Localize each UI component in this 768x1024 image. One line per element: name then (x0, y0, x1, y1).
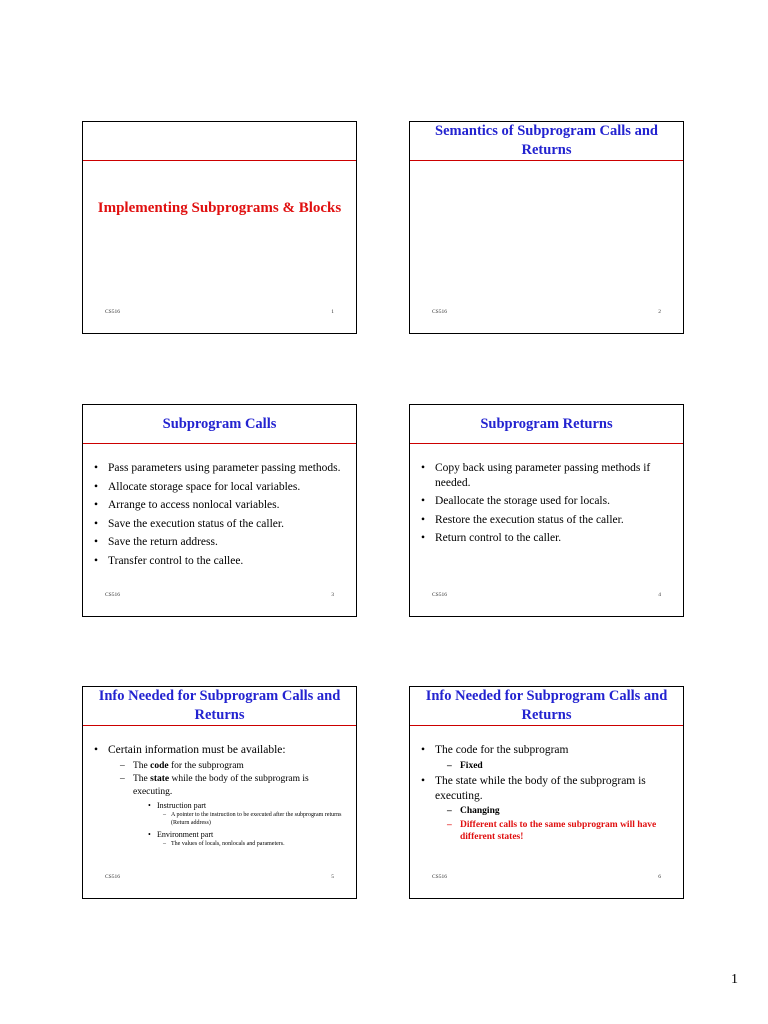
sub-sub-bullet-text: Environment part (157, 830, 214, 839)
slide-header (83, 122, 356, 161)
bullet-item: • Arrange to access nonlocal variables. (93, 498, 342, 513)
detail-item: – A pointer to the instruction to be executed after the subprogram returns (Return address) (108, 811, 342, 827)
bullet-item (420, 743, 669, 772)
slide-footer-course: CS516 (432, 874, 447, 880)
cover-title: Implementing Subprograms & Blocks (97, 200, 342, 216)
slide-2 (409, 121, 684, 334)
bullet-item: • Copy back using parameter passing methods if needed. (420, 461, 669, 490)
sub-bullet-item (108, 773, 342, 798)
bullet-text: Certain information must be available: (108, 744, 286, 756)
sub-bullet-emphasis: code (150, 760, 169, 771)
bullet-item: • Deallocate the storage used for locals. (420, 494, 669, 509)
slide-footer-number: 4 (658, 592, 661, 598)
slide-body (93, 461, 342, 572)
page-number: 1 (731, 972, 738, 987)
slide-footer-course: CS516 (432, 309, 447, 315)
slide-footer-number: 5 (331, 874, 334, 880)
sub-bullet-emphasis: state (150, 774, 170, 784)
bullet-item: • Restore the execution status of the caller. (420, 513, 669, 528)
bullet-text: The code for the subprogram (435, 744, 569, 756)
bullet-item: • Transfer control to the callee. (93, 554, 342, 569)
bullet-item (420, 774, 669, 844)
slide-body (420, 461, 669, 550)
slide-title: Info Needed for Subprogram Calls and Returns (410, 687, 683, 726)
sub-bullet-text: The (133, 760, 151, 771)
slide-footer-number: 2 (658, 309, 661, 315)
slide-title: Subprogram Returns (410, 405, 683, 444)
slide-title: Subprogram Calls (83, 405, 356, 444)
detail-item: – The values of locals, nonlocals and parameters. (108, 840, 342, 848)
slide-footer-course: CS516 (105, 592, 120, 598)
sub-bullet-item (108, 760, 342, 773)
slide-body (420, 743, 669, 848)
slide-footer-number: 1 (331, 309, 334, 315)
slide-3 (82, 404, 357, 617)
slide-5 (82, 686, 357, 899)
slide-title: Semantics of Subprogram Calls and Returns (410, 122, 683, 161)
slide-footer-number: 3 (331, 592, 334, 598)
bullet-item: • Allocate storage space for local variables. (93, 480, 342, 495)
sub-bullet-text: The (133, 774, 151, 784)
slide-footer-number: 6 (658, 874, 661, 880)
sub-bullet-item: – Changing (435, 805, 669, 818)
sub-bullet-text: while the body of the subprogram is executing. (133, 774, 309, 797)
sub-sub-bullet-item (108, 829, 342, 848)
bullet-item: • Pass parameters using parameter passing methods. (93, 461, 342, 476)
slide-4 (409, 404, 684, 617)
sub-bullet-text: for the subprogram (168, 760, 244, 771)
sub-sub-bullet-text: Instruction part (157, 801, 207, 810)
slide-body (93, 743, 342, 849)
slide-6 (409, 686, 684, 899)
bullet-text: The state while the body of the subprogram is executing. (435, 775, 646, 802)
sub-bullet-item: – Fixed (435, 760, 669, 773)
sub-sub-bullet-item (108, 800, 342, 827)
bullet-item: • Return control to the caller. (420, 531, 669, 546)
bullet-item: • Save the return address. (93, 535, 342, 550)
slide-footer-course: CS516 (432, 592, 447, 598)
bullet-item (93, 743, 342, 848)
bullet-item: • Save the execution status of the caller. (93, 517, 342, 532)
slide-1 (82, 121, 357, 334)
slide-footer-course: CS516 (105, 309, 120, 315)
sub-bullet-item-highlight: – Different calls to the same subprogram will have different states! (435, 819, 669, 844)
slide-title: Info Needed for Subprogram Calls and Returns (83, 687, 356, 726)
slide-footer-course: CS516 (105, 874, 120, 880)
